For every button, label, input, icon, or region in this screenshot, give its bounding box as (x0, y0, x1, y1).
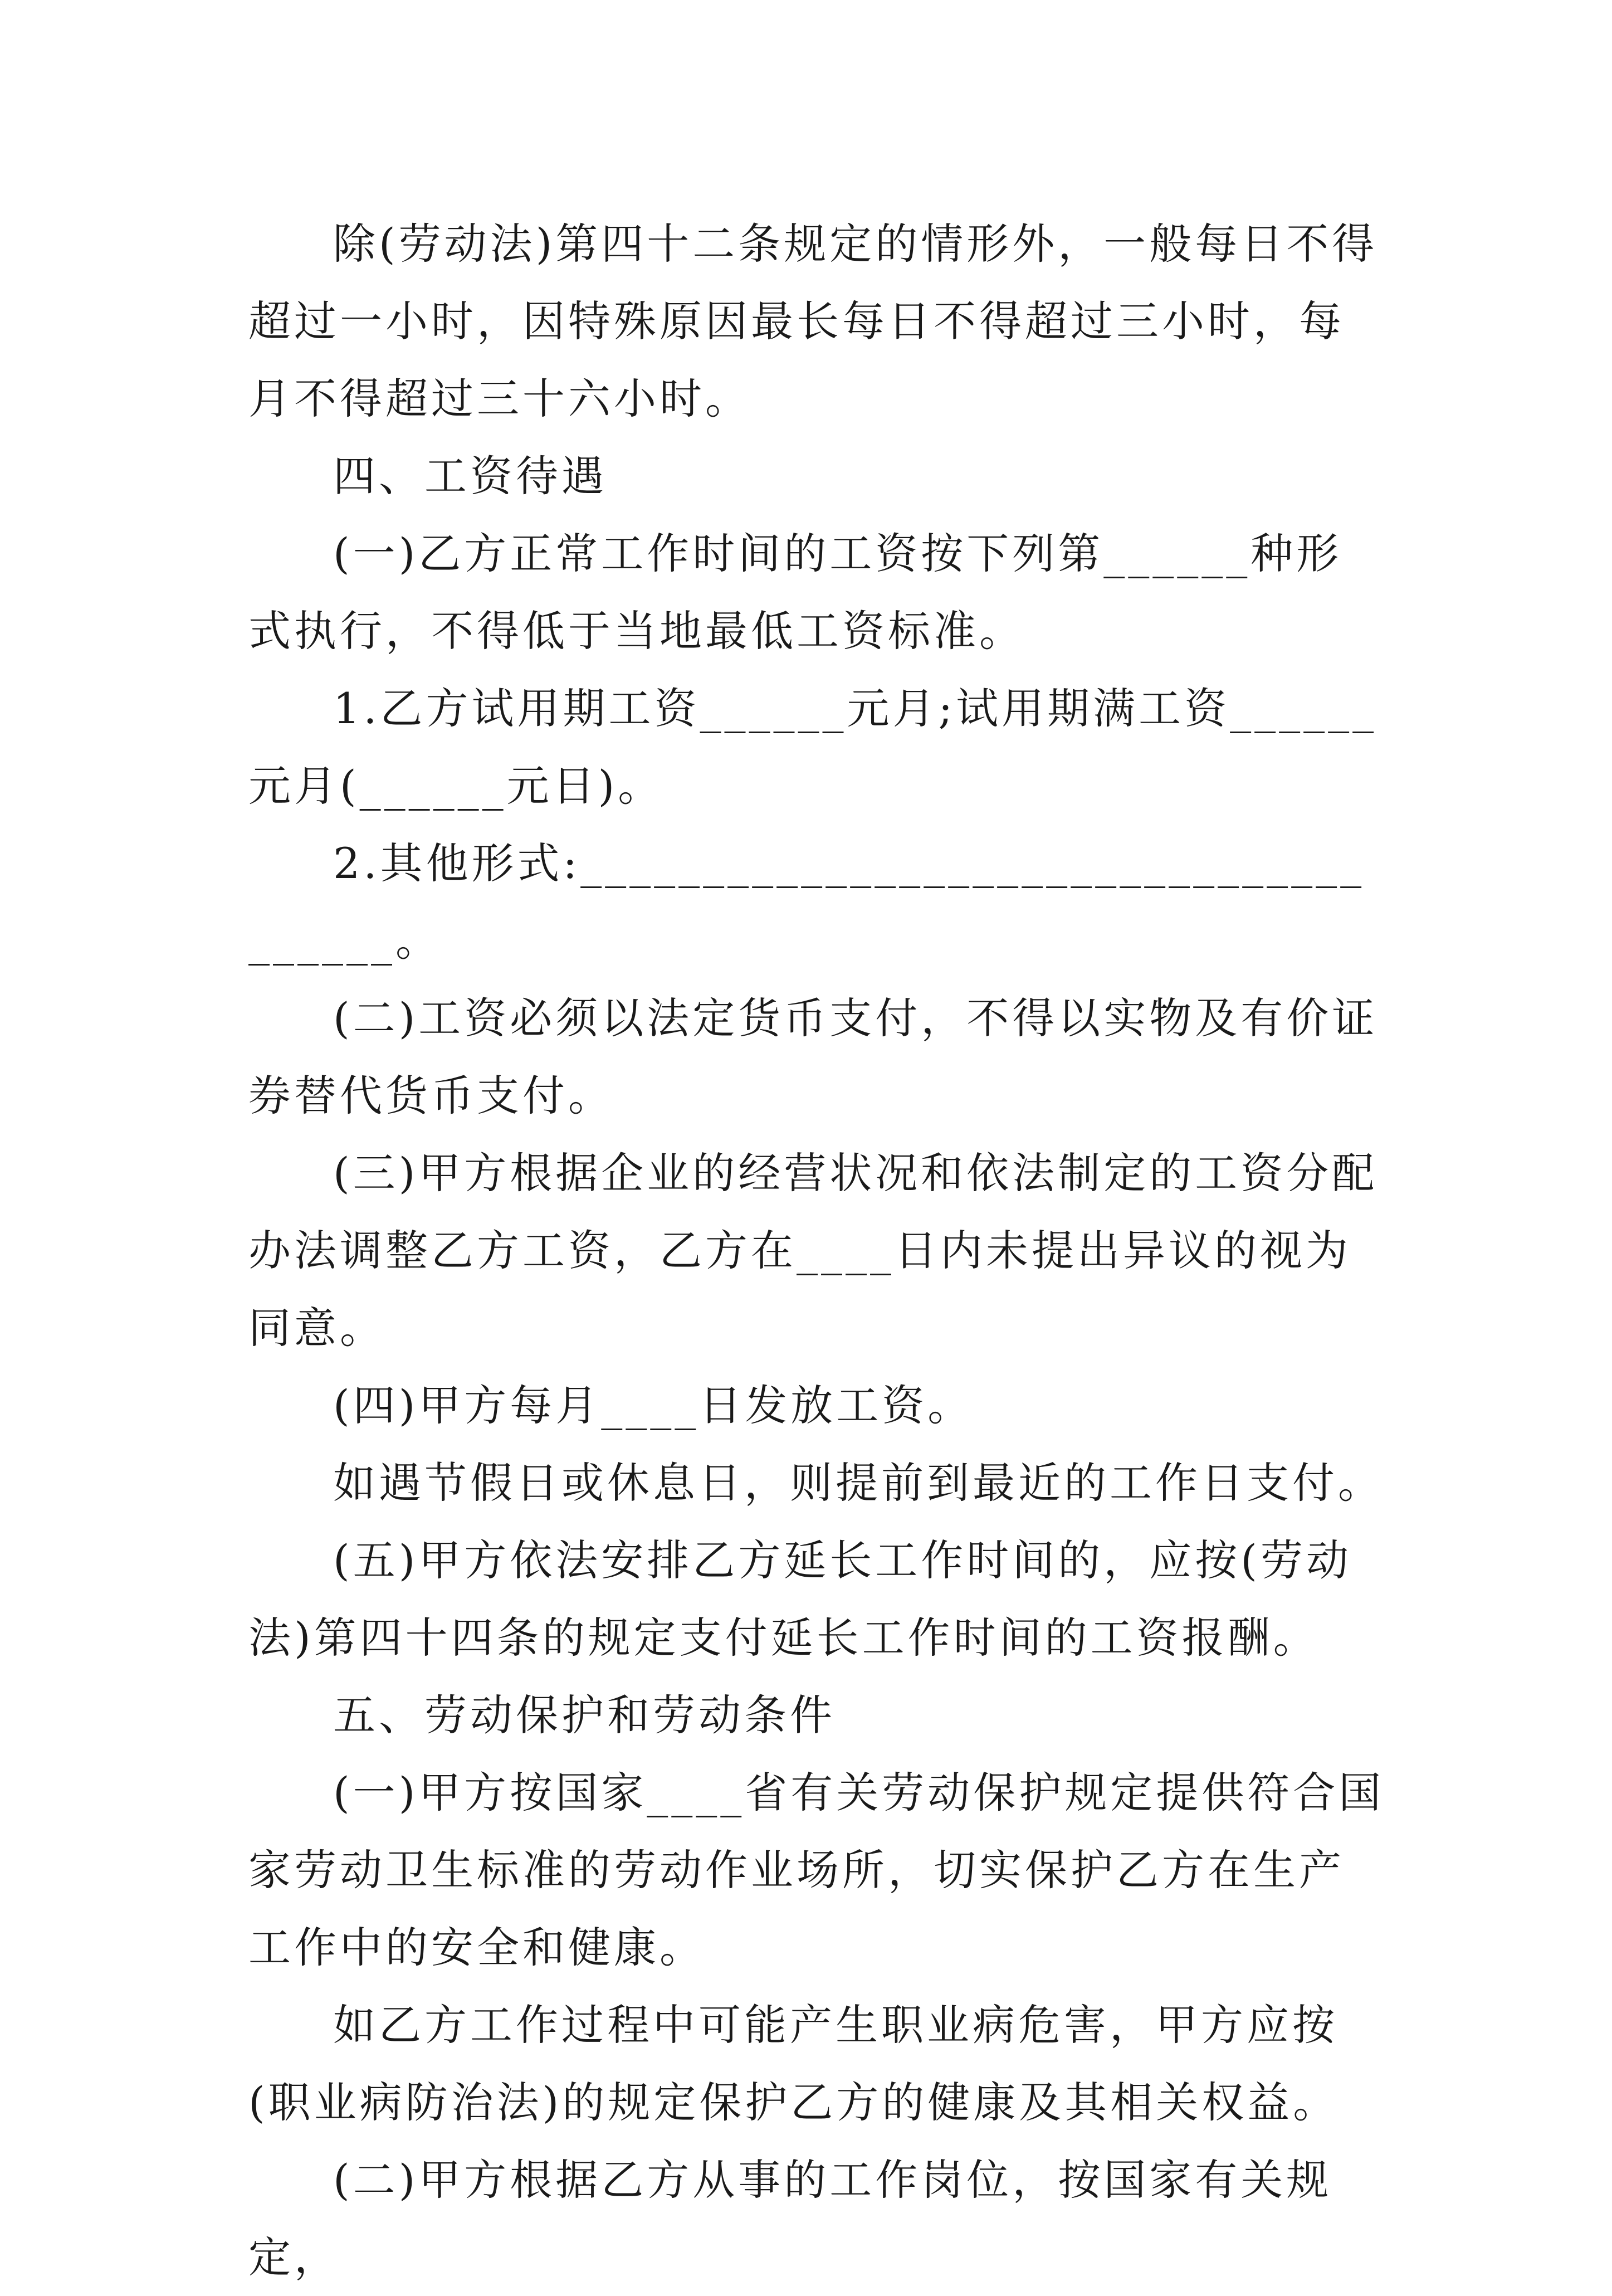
heading-wages: 四、工资待遇 (333, 451, 607, 501)
paragraph-pay-day: (四)甲方每月____日发放工资。 (333, 1381, 974, 1430)
paragraph-workplace-safety: (一)甲方按国家____省有关劳动保护规定提供符合国家劳动卫生标准的劳动作业场所，切实保护乙方在生产工作中的安全和健康。 (248, 1768, 1385, 1972)
heading-labor-protection: 五、劳动保护和劳动条件 (333, 1690, 836, 1740)
paragraph-holiday-payment: 如遇节假日或休息日，则提前到最近的工作日支付。 (333, 1458, 1384, 1508)
paragraph-overtime-limit: 除(劳动法)第四十二条规定的情形外，一般每日不得超过一小时，因特殊原因最长每日不得超过三小时，每月不得超过三十六小时。 (248, 219, 1378, 423)
paragraph-wage-adjustment: (三)甲方根据企业的经营状况和依法制定的工资分配办法调整乙方工资，乙方在____日内未提出异议的视为同意。 (248, 1148, 1378, 1353)
paragraph-wage-form: (一)乙方正常工作时间的工资按下列第______种形式执行，不得低于当地最低工资标准。 (248, 529, 1342, 656)
paragraph-legal-currency: (二)工资必须以法定货币支付，不得以实物及有价证券替代货币支付。 (248, 993, 1378, 1120)
paragraph-probation-wage: 1.乙方试用期工资______元月;试用期满工资______元月(______元日)。 (248, 684, 1377, 811)
paragraph-other-form: 2.其他形式:______________________________________。 (248, 839, 1365, 966)
paragraph-overtime-pay: (五)甲方依法安排乙方延长工作时间的，应按(劳动法)第四十四条的规定支付延长工作时间的工资报酬。 (248, 1535, 1352, 1663)
paragraph-job-position: (二)甲方根据乙方从事的工作岗位，按国家有关规定， (248, 2155, 1332, 2282)
paragraph-occupational-disease: 如乙方工作过程中可能产生职业病危害，甲方应按(职业病防治法)的规定保护乙方的健康及其相关权益。 (248, 2000, 1339, 2127)
document-body (248, 205, 1385, 2296)
